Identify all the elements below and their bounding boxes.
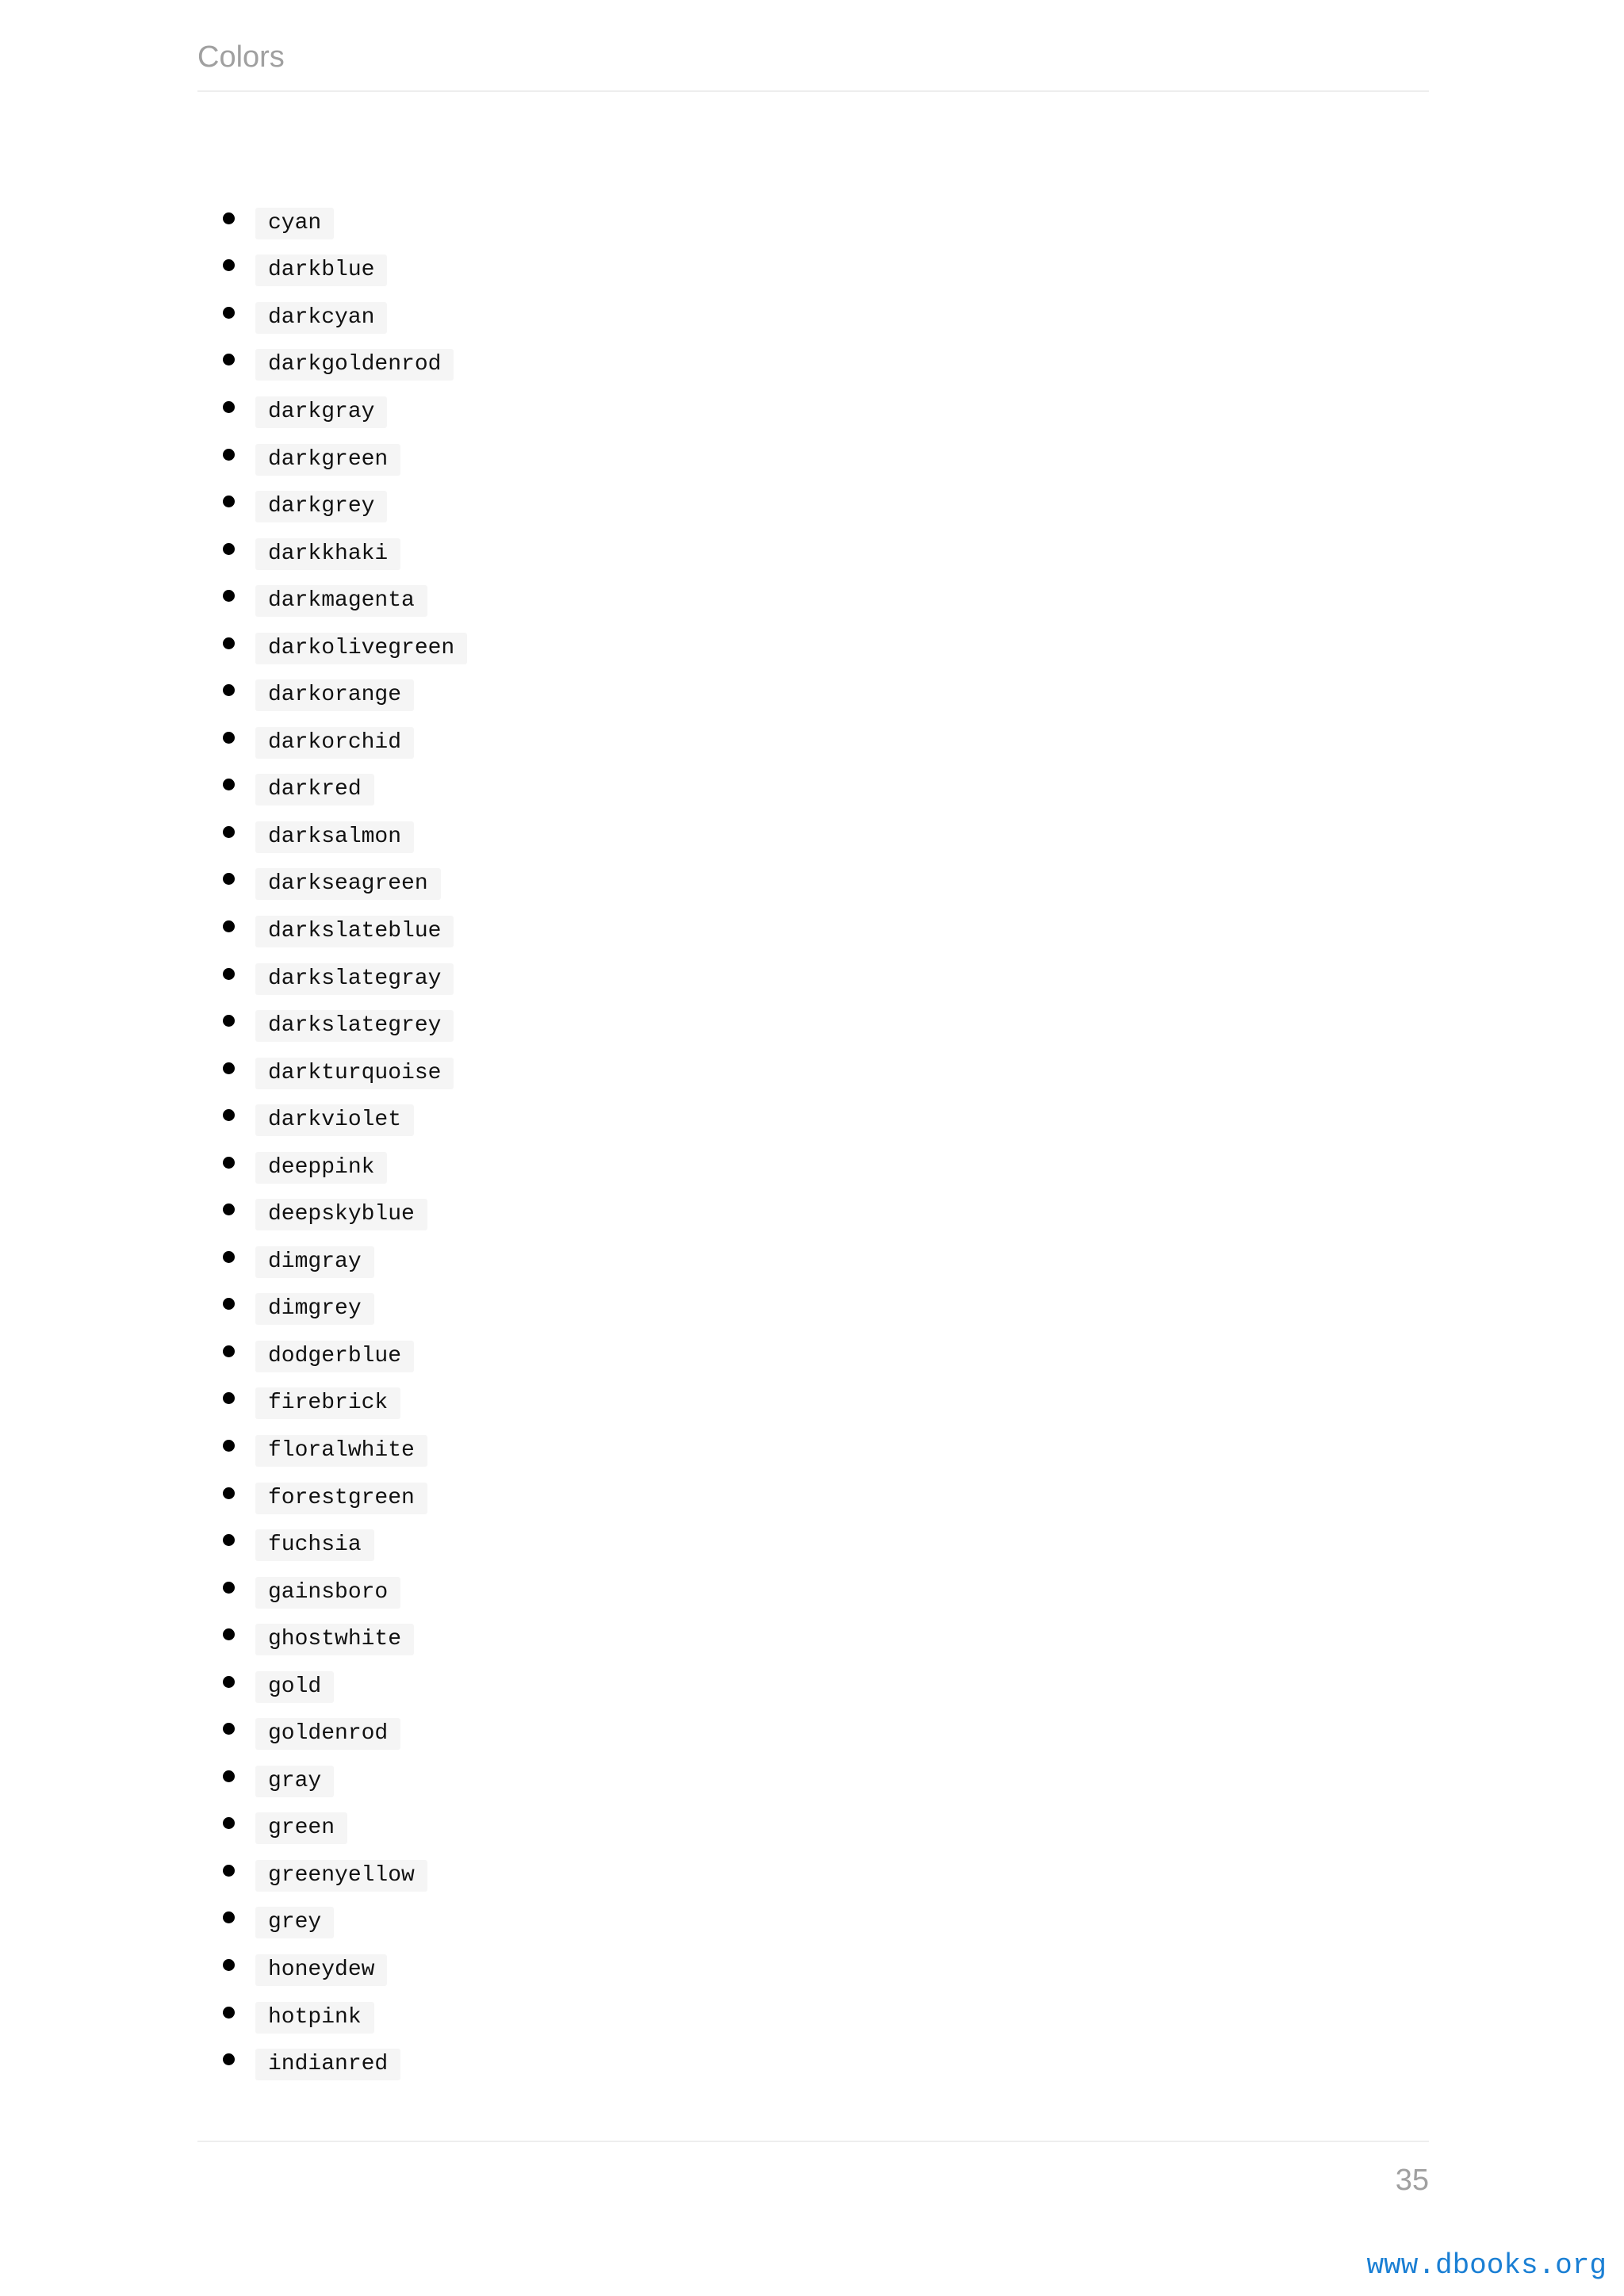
- bullet-icon: [223, 968, 235, 980]
- color-name: darkcyan: [255, 302, 387, 334]
- bullet-icon: [223, 590, 235, 602]
- bullet-icon: [223, 1392, 235, 1404]
- bullet-icon: [223, 401, 235, 413]
- bullet-icon: [223, 1345, 235, 1357]
- color-name: firebrick: [255, 1387, 400, 1419]
- bullet-icon: [223, 873, 235, 885]
- color-name: darkslategrey: [255, 1010, 454, 1042]
- color-name: dodgerblue: [255, 1341, 414, 1372]
- color-name: darkorange: [255, 679, 414, 711]
- bullet-icon: [223, 684, 235, 696]
- bullet-icon: [223, 1298, 235, 1310]
- bullet-icon: [223, 1109, 235, 1121]
- bullet-icon: [223, 1157, 235, 1169]
- bullet-icon: [223, 2053, 235, 2065]
- bullet-icon: [223, 1628, 235, 1640]
- bullet-icon: [223, 1817, 235, 1829]
- bullet-icon: [223, 826, 235, 838]
- bullet-icon: [223, 496, 235, 507]
- bullet-icon: [223, 1534, 235, 1546]
- bullet-icon: [223, 1770, 235, 1782]
- color-name: darkviolet: [255, 1104, 414, 1136]
- color-name: darkgreen: [255, 444, 400, 476]
- color-name: gray: [255, 1766, 334, 1797]
- color-name: floralwhite: [255, 1435, 427, 1467]
- color-name: darkkhaki: [255, 538, 400, 570]
- bullet-icon: [223, 1251, 235, 1263]
- color-name: gainsboro: [255, 1577, 400, 1609]
- color-name: darkslategray: [255, 963, 454, 995]
- color-name: darkmagenta: [255, 585, 427, 617]
- color-name: darkslateblue: [255, 916, 454, 947]
- bullet-icon: [223, 212, 235, 224]
- color-name: dimgrey: [255, 1293, 374, 1325]
- color-name: forestgreen: [255, 1483, 427, 1514]
- color-name: green: [255, 1812, 347, 1844]
- bullet-icon: [223, 1723, 235, 1735]
- bullet-icon: [223, 1676, 235, 1688]
- bullet-icon: [223, 920, 235, 932]
- color-name: deepskyblue: [255, 1199, 427, 1230]
- color-name: darkseagreen: [255, 868, 441, 900]
- color-name: dimgray: [255, 1246, 374, 1278]
- bullet-icon: [223, 449, 235, 461]
- color-name: honeydew: [255, 1954, 387, 1986]
- page-number: 35: [1395, 2164, 1429, 2197]
- bullet-icon: [223, 1440, 235, 1452]
- color-name: cyan: [255, 208, 334, 239]
- bullet-icon: [223, 637, 235, 649]
- bullet-icon: [223, 1865, 235, 1877]
- color-name: darkred: [255, 774, 374, 806]
- color-name: goldenrod: [255, 1718, 400, 1750]
- bullet-icon: [223, 2007, 235, 2019]
- bullet-icon: [223, 543, 235, 555]
- color-name: ghostwhite: [255, 1624, 414, 1655]
- bullet-icon: [223, 307, 235, 319]
- color-name: darkgray: [255, 396, 387, 428]
- bullet-icon: [223, 1062, 235, 1074]
- color-name: darkorchid: [255, 727, 414, 759]
- color-name: darksalmon: [255, 821, 414, 853]
- watermark-link[interactable]: www.dbooks.org: [1366, 2249, 1607, 2282]
- color-name: grey: [255, 1907, 334, 1938]
- color-name: deeppink: [255, 1152, 387, 1184]
- page-title: Colors: [197, 40, 285, 74]
- color-name: darkgrey: [255, 491, 387, 522]
- bullet-icon: [223, 1203, 235, 1215]
- bullet-icon: [223, 1959, 235, 1971]
- color-name: fuchsia: [255, 1529, 374, 1561]
- page-header: [197, 35, 1429, 92]
- color-name: hotpink: [255, 2002, 374, 2034]
- color-name: darkblue: [255, 254, 387, 286]
- bullet-icon: [223, 1911, 235, 1923]
- color-name: darkolivegreen: [255, 633, 467, 664]
- color-name: greenyellow: [255, 1860, 427, 1892]
- bullet-icon: [223, 1487, 235, 1499]
- color-name: gold: [255, 1671, 334, 1703]
- color-name: darkturquoise: [255, 1058, 454, 1089]
- bullet-icon: [223, 1582, 235, 1594]
- bullet-icon: [223, 354, 235, 365]
- bullet-icon: [223, 1015, 235, 1027]
- bullet-icon: [223, 779, 235, 790]
- bullet-icon: [223, 259, 235, 271]
- footer-divider: [197, 2141, 1429, 2142]
- bullet-icon: [223, 732, 235, 744]
- color-name: darkgoldenrod: [255, 349, 454, 381]
- color-name: indianred: [255, 2049, 400, 2080]
